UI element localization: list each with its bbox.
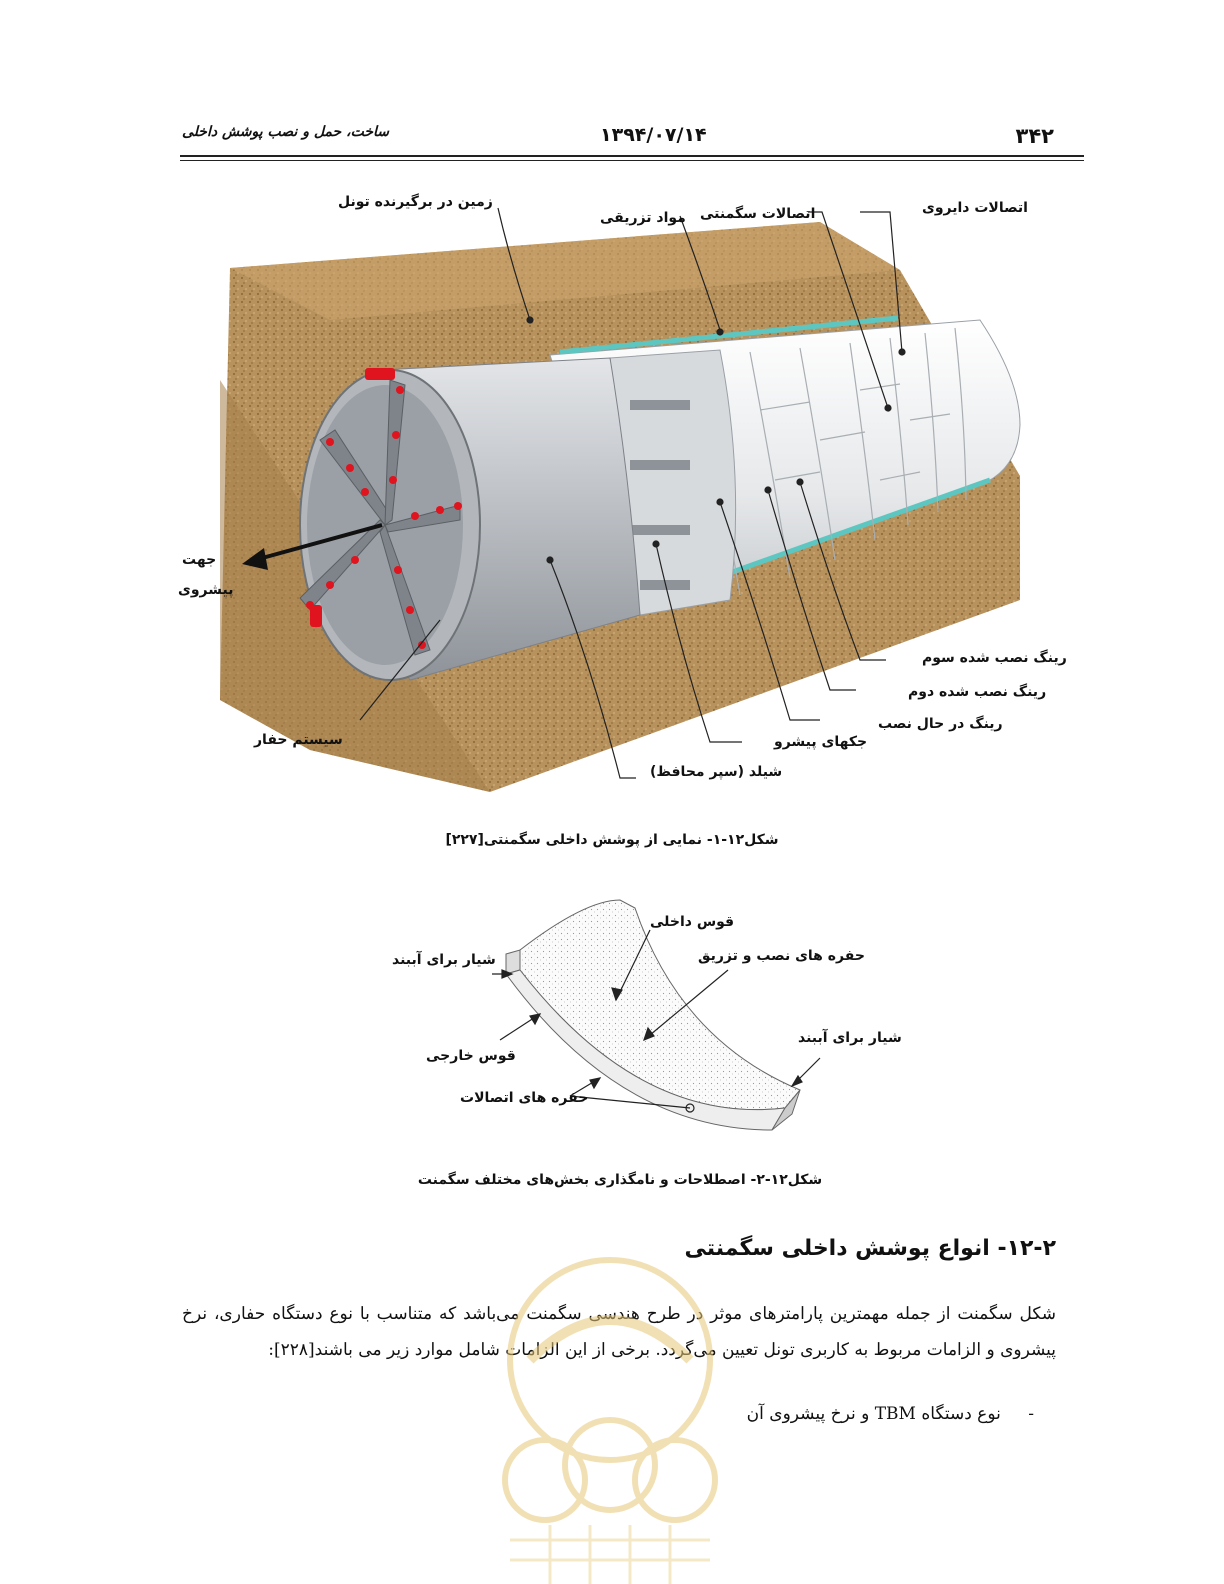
label-shield: شیلد (سپر محافظ) — [650, 764, 783, 780]
header-rule-thin — [180, 160, 1084, 161]
label-ring-installing: رینگ در حال نصب — [878, 716, 1003, 732]
bullet-text: نوع دستگاه TBM و نرخ پیشروی آن — [746, 1404, 1001, 1424]
label-grout: مواد تزریقی — [600, 210, 686, 226]
page-header — [180, 118, 1084, 158]
label-ring-2: رینگ نصب شده دوم — [908, 684, 1047, 700]
label-install-holes: حفره های نصب و تزریق — [698, 948, 865, 964]
watermark-logo — [490, 1250, 730, 1584]
label-ground: زمین در برگیرنده تونل — [338, 194, 493, 210]
label-circular-joints: اتصالات دایروی — [922, 200, 1028, 216]
header-date: ۱۳۹۴/۰۷/۱۴ — [600, 124, 707, 146]
section-heading: ۱۲-۲- انواع پوشش داخلی سگمنتی — [684, 1236, 1056, 1261]
figure-segment-terminology — [380, 890, 920, 1140]
bullet-marker: - — [1028, 1404, 1034, 1424]
page-number: ۳۴۲ — [1015, 124, 1054, 148]
section-paragraph: شکل سگمنت از جمله مهمترین پارامترهای موثر در طرح هندسی سگمنت می‌باشد که متناسب با نوع دستگاه حفاری، نرخ پیشروی و الزامات مربوط به کاربری تونل تعیین می‌گردد. برخی از این الزامات شامل موارد زیر می باشند[۲۲۸]: — [182, 1304, 1056, 1360]
figure1-caption: شکل۱۲-۱- نمایی از پوشش داخلی سگمنتی[۲۲۷] — [445, 832, 779, 848]
bullet-item — [747, 1404, 1034, 1424]
label-cutting-system: سیستم حفار — [254, 732, 343, 748]
label-segment-joints: اتصالات سگمنتی — [700, 206, 816, 222]
segment-body — [520, 900, 800, 1110]
label-direction-1: جهت — [182, 552, 217, 568]
figure2-caption: شکل۱۲-۲- اصطلاحات و نامگذاری بخش‌های مختلف سگمنت — [417, 1172, 823, 1188]
label-gasket-groove-left: شیار برای آببند — [392, 952, 496, 968]
label-outer-arc: قوس خارجی — [426, 1048, 516, 1064]
label-gasket-groove-right: شیار برای آببند — [798, 1030, 902, 1046]
label-joint-holes: حفره های اتصالات — [460, 1090, 589, 1106]
chapter-title: ساخت، حمل و نصب پوشش داخلی — [182, 124, 389, 140]
label-ring-3: رینگ نصب شده سوم — [922, 650, 1067, 666]
label-inner-arc: قوس داخلی — [650, 914, 735, 930]
figure-tbm-segmental-lining — [160, 180, 1080, 810]
label-jacks: جکهای پیشرو — [774, 734, 868, 750]
header-rule — [180, 155, 1084, 157]
label-direction-2: پیشروی — [178, 582, 234, 598]
